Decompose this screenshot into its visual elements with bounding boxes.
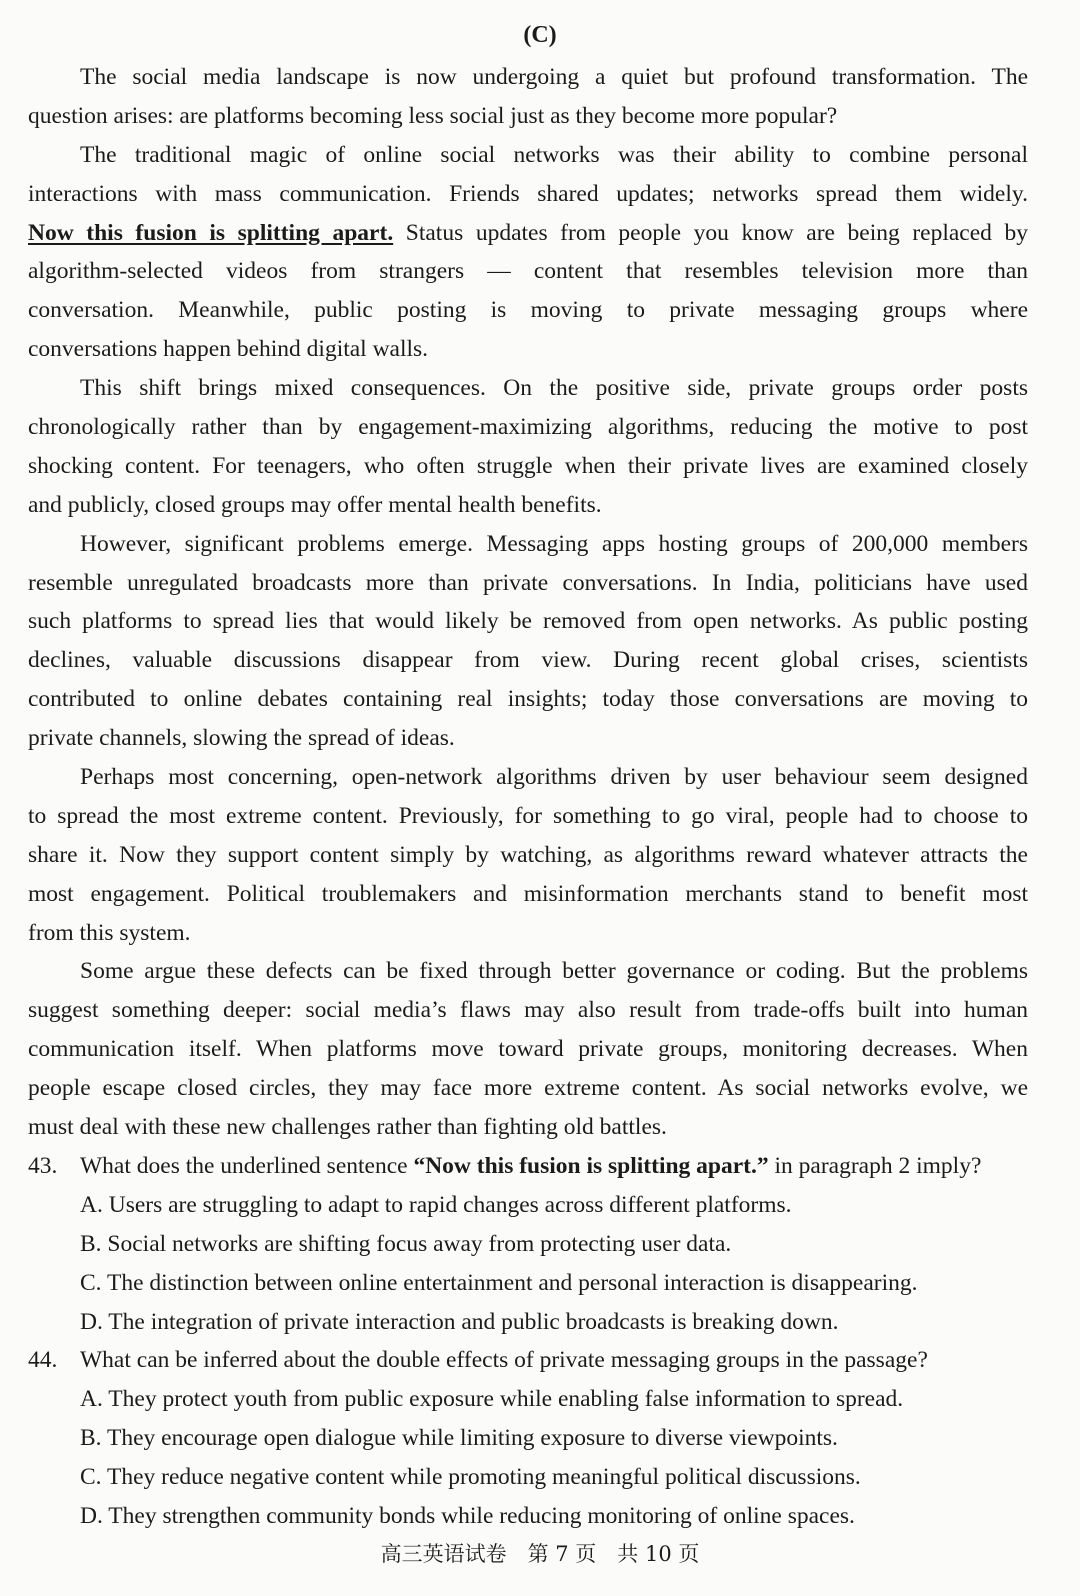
answer-option: C. They reduce negative content while promoting meaningful political discussions. <box>80 1464 861 1491</box>
question-text <box>80 1341 928 1380</box>
question-number: 44. <box>28 1347 58 1374</box>
paragraph-line: conversations happen behind digital walls. <box>28 336 429 363</box>
line-text: Status updates from people you know are being replaced by <box>393 219 1028 246</box>
paragraph-line: interactions with mass communication. Friends shared updates; networks spread them widely. <box>28 180 1028 207</box>
paragraph-line: must deal with these new challenges rather than fighting old battles. <box>28 1114 667 1141</box>
stem-text: What does the underlined sentence <box>80 1152 414 1179</box>
paragraph-line: chronologically rather than by engagement-maximizing algorithms, reducing the motive to post <box>28 414 1028 441</box>
paragraph-line: private channels, slowing the spread of ideas. <box>28 725 455 752</box>
answer-option: A. Users are struggling to adapt to rapid changes across different platforms. <box>80 1191 792 1218</box>
paragraph-line: most engagement. Political troublemakers and misinformation merchants stand to benefit most <box>28 880 1028 907</box>
answer-option: D. The integration of private interaction and public broadcasts is breaking down. <box>80 1308 839 1335</box>
paragraph-line: resemble unregulated broadcasts more than private conversations. In India, politicians have used <box>28 569 1028 596</box>
question-number: 43. <box>28 1152 58 1179</box>
paragraph-line: suggest something deeper: social media’s flaws may also result from trade-offs built into human <box>28 997 1028 1024</box>
answer-option: C. The distinction between online entertainment and personal interaction is disappearing. <box>80 1269 918 1296</box>
section-title: (C) <box>523 22 557 48</box>
paragraph-line: and publicly, closed groups may offer mental health benefits. <box>28 491 602 518</box>
paragraph-line: question arises: are platforms becoming less social just as they become more popular? <box>28 102 838 129</box>
stem-text: in paragraph 2 imply? <box>768 1152 982 1179</box>
paragraph-line: shocking content. For teenagers, who often struggle when their private lives are examined closely <box>28 452 1028 479</box>
paragraph-line: people escape closed circles, they may face more extreme content. As social networks evolve, we <box>28 1075 1028 1102</box>
answer-option: B. They encourage open dialogue while limiting exposure to diverse viewpoints. <box>80 1425 838 1452</box>
paragraph-line: conversation. Meanwhile, public posting is moving to private messaging groups where <box>28 297 1028 324</box>
paragraph-line: This shift brings mixed consequences. On the positive side, private groups order posts <box>80 375 1028 402</box>
paragraph-line: share it. Now they support content simply by watching, as algorithms reward whatever attracts the <box>28 841 1028 868</box>
paragraph-line: contributed to online debates containing real insights; today those conversations are moving to <box>28 686 1028 713</box>
paragraph-line: to spread the most extreme content. Previously, for something to go viral, people had to choose to <box>28 802 1028 829</box>
underlined-sentence: Now this fusion is splitting apart. <box>28 219 394 246</box>
paragraph-line: The social media landscape is now undergoing a quiet but profound transformation. The <box>80 64 1028 90</box>
paragraph-line: such platforms to spread lies that would likely be removed from open networks. As public posting <box>28 608 1028 635</box>
quoted-sentence: “Now this fusion is splitting apart.” <box>413 1152 769 1179</box>
question-stem <box>28 1341 1028 1380</box>
paragraph-line: Perhaps most concerning, open-network algorithms driven by user behaviour seem designed <box>80 764 1028 791</box>
paragraph-line: algorithm-selected videos from strangers — content that resembles television more than <box>28 258 1028 285</box>
answer-option: A. They protect youth from public exposure while enabling false information to spread. <box>80 1386 904 1413</box>
paragraph-line: declines, valuable discussions disappear from view. During recent global crises, scientists <box>28 647 1028 674</box>
passage-content <box>28 58 1028 1536</box>
paragraph-line: The traditional magic of online social networks was their ability to combine personal <box>80 141 1028 168</box>
page-footer: 高三英语试卷 第 7 页 共 10 页 <box>380 1542 700 1566</box>
paragraph-line: Some argue these defects can be fixed through better governance or coding. But the problems <box>80 958 1028 985</box>
question-stem <box>28 1147 1028 1186</box>
answer-option: D. They strengthen community bonds while reducing monitoring of online spaces. <box>80 1502 855 1529</box>
paragraph-line: However, significant problems emerge. Messaging apps hosting groups of 200,000 members <box>80 530 1028 557</box>
question-text <box>80 1147 981 1186</box>
paragraph-line: communication itself. When platforms move toward private groups, monitoring decreases. When <box>28 1036 1028 1063</box>
answer-option: B. Social networks are shifting focus away from protecting user data. <box>80 1230 732 1257</box>
stem-text: What can be inferred about the double effects of private messaging groups in the passage? <box>80 1347 928 1374</box>
paragraph-line <box>28 214 1028 253</box>
paragraph-line: from this system. <box>28 919 191 946</box>
